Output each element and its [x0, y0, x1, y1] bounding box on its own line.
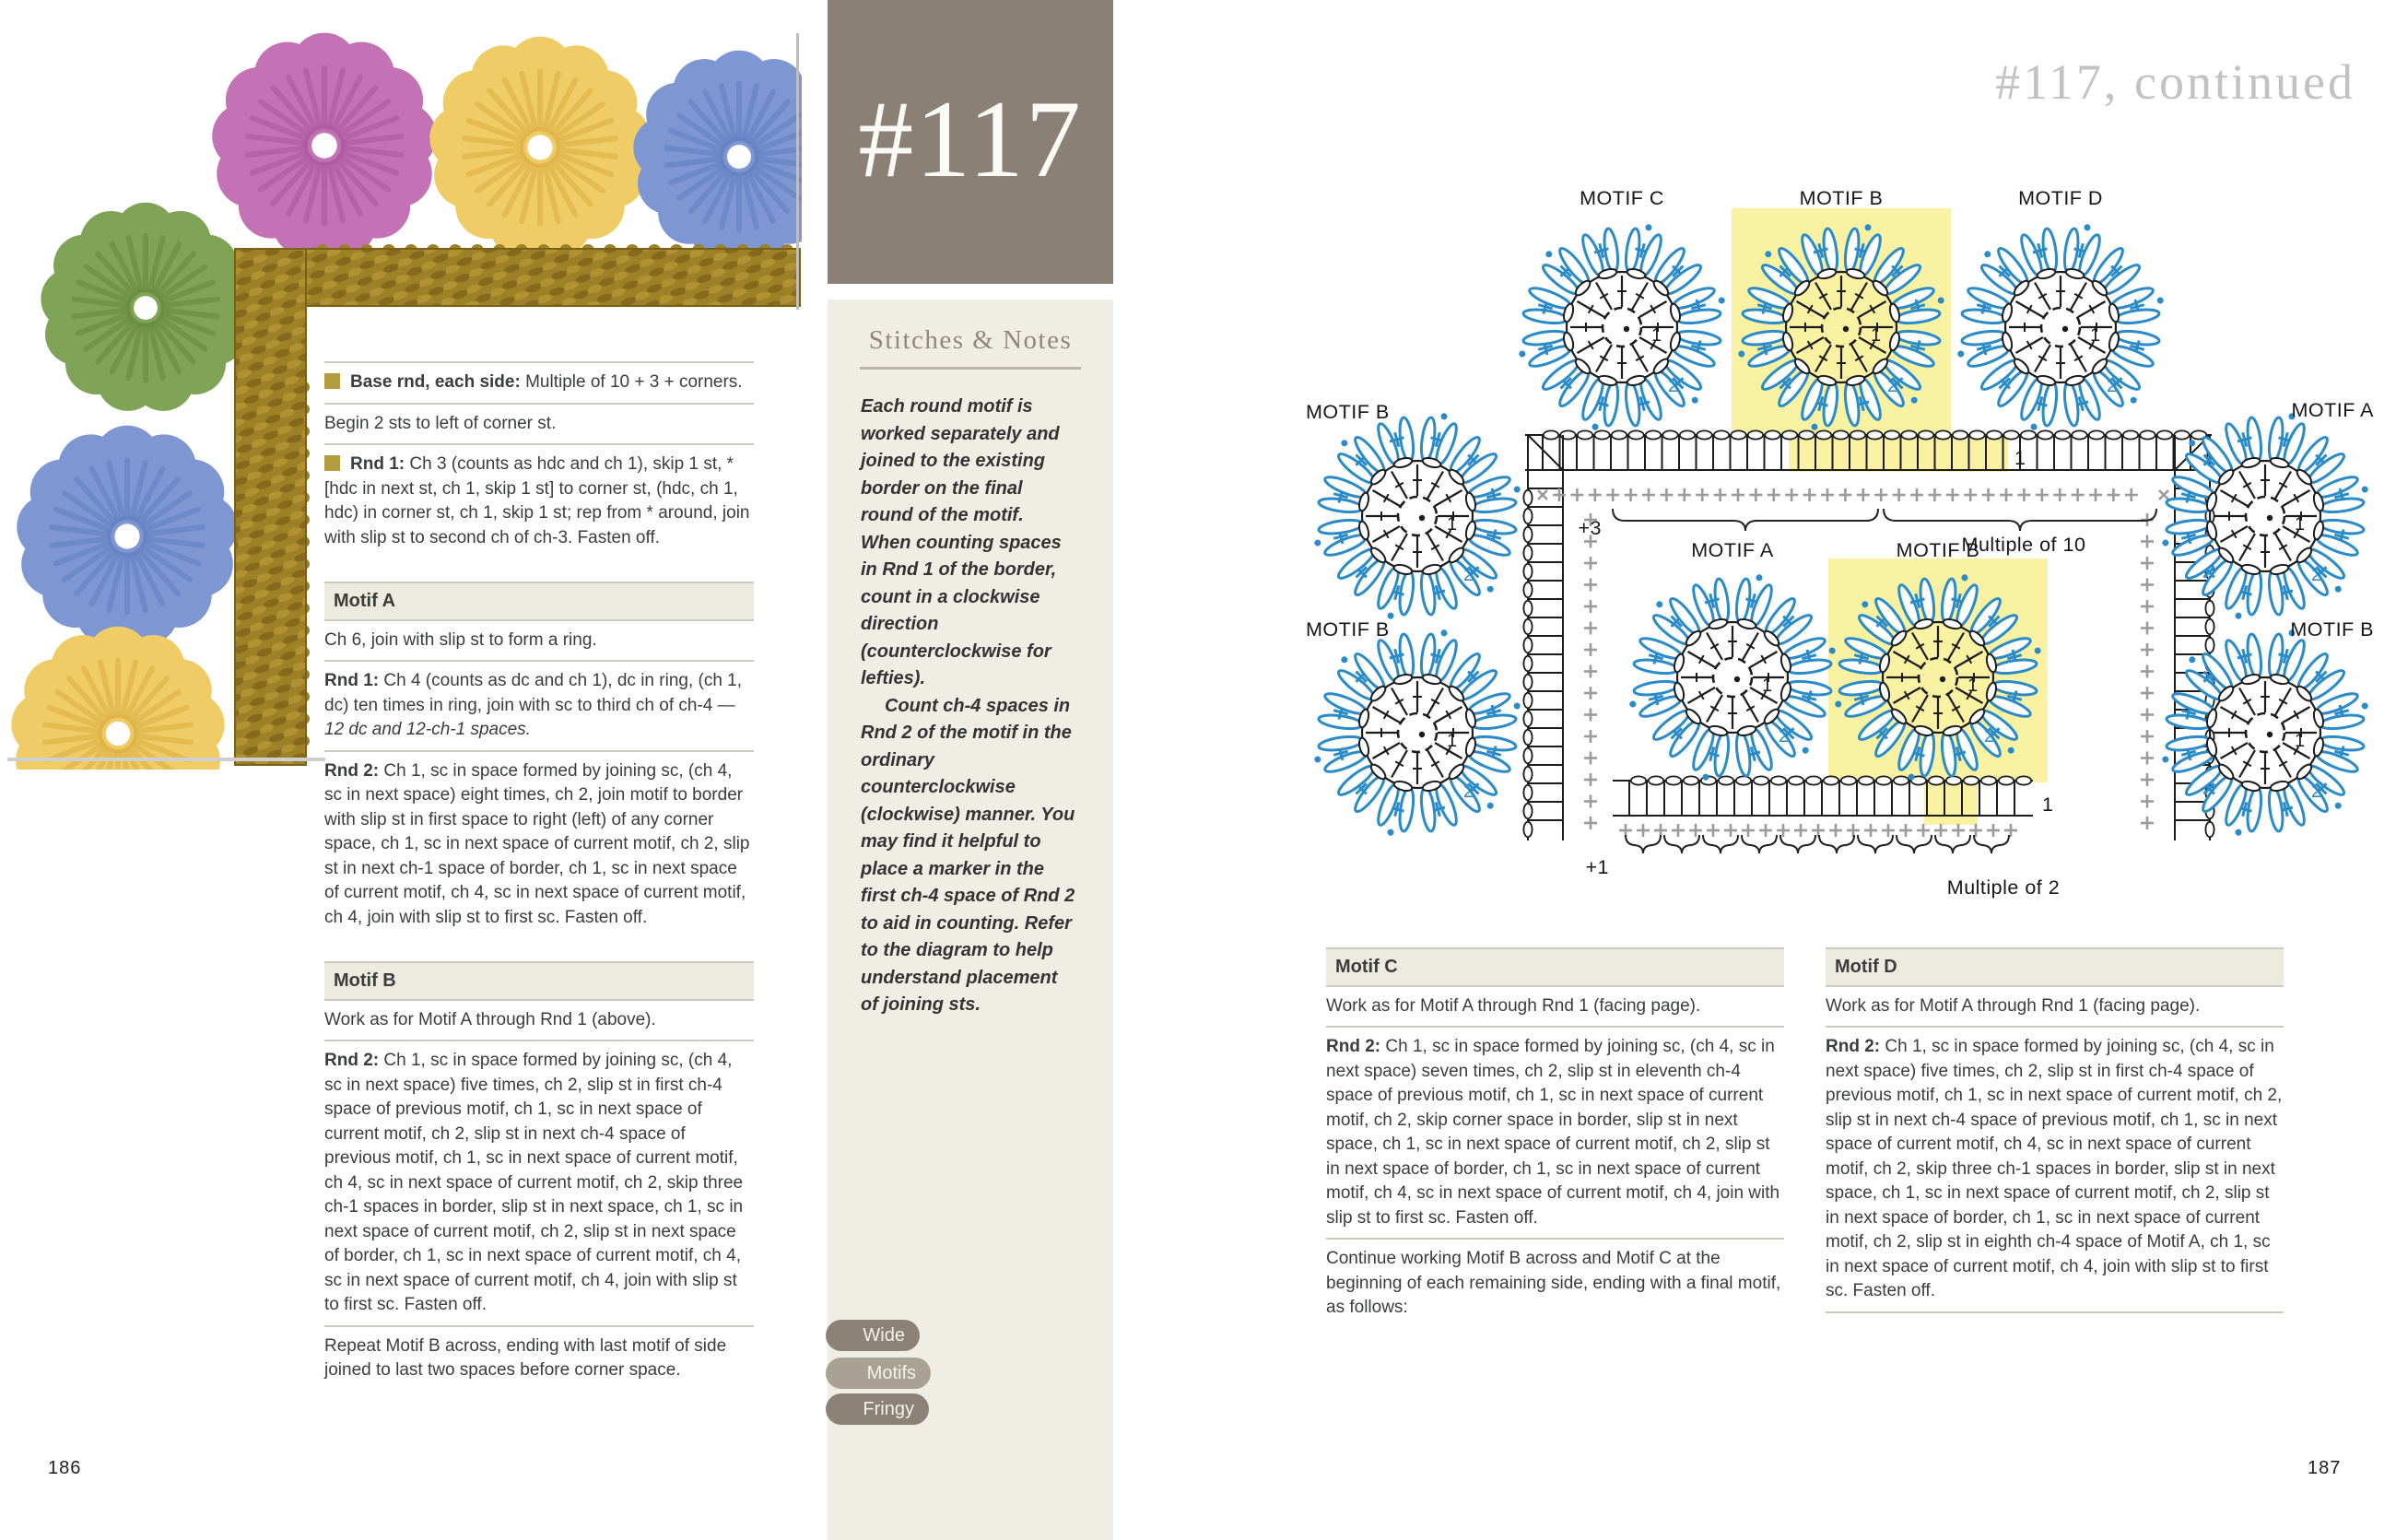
- sidebar: [828, 300, 1113, 1540]
- yarn-flower: [41, 203, 250, 411]
- svg-text:MOTIF C: MOTIF C: [1580, 187, 1664, 209]
- pattern-paragraph: Ch 6, join with slip st to form a ring.: [324, 629, 597, 650]
- crochet-diagram: [1281, 92, 2396, 922]
- svg-text:1: 1: [1447, 514, 1458, 535]
- svg-text:+3: +3: [1578, 517, 1602, 539]
- style-tag-wide: Wide: [826, 1320, 920, 1351]
- pattern-paragraph: Rnd 2: Ch 1, sc in space formed by joining sc, (ch 4, sc in next space) five times, ch 2, slip st in first ch-4 space of previous motif, ch 1, sc in next space of current motif, ch 2, slip st in next ch-4 space of previous motif, ch 1, sc in next space of current motif, ch 4, sc in next space of current motif, ch 2, skip three ch-1 spaces in border, slip st in next space, ch 1, sc in next space of current motif, ch 2, slip st in next space of border, ch 1, sc in next space of current motif, ch 2, slip st in eighth ch-4 space of Motif A, ch 1, sc in next space of current motif, ch 4, join with slip st to first sc. Fasten off.: [1826, 1026, 2284, 1311]
- svg-text:MOTIF B: MOTIF B: [2290, 618, 2374, 641]
- svg-text:1: 1: [2295, 514, 2306, 535]
- svg-text:1: 1: [2090, 325, 2101, 346]
- pattern-paragraph: Rnd 1: Ch 3 (counts as hdc and ch 1), skip 1 st, *[hdc in next st, ch 1, skip 1 st] to corner st, (hdc, ch 1, hdc) in corner st, ch 1, skip 1 st; rep from * around, join with slip st to second ch of ch-3. Fasten off.: [324, 443, 754, 558]
- crochet-motif: [1519, 224, 1726, 431]
- notes-paragraph: Each round motif is worked separately and joined to the existing border on the final round of the motif. When counting spaces in Rnd 1 of the border, count in a clockwise direction (counterclockwise for lefties).: [861, 396, 1062, 688]
- svg-text:2: 2: [1668, 376, 1679, 396]
- svg-text:2: 2: [2311, 782, 2322, 802]
- crochet-motif: [2162, 413, 2369, 620]
- pattern-paragraph: Work as for Motif A through Rnd 1 (facing page).: [1326, 995, 1701, 1016]
- pattern-column-motif-d: [1826, 947, 2284, 1313]
- notes-body: [828, 394, 1113, 1019]
- svg-text:+1: +1: [1585, 856, 1609, 878]
- svg-text:2: 2: [1887, 376, 1898, 396]
- pattern-paragraph: Repeat Motif B across, ending with last motif of side joined to last two spaces before corner space.: [324, 1325, 754, 1391]
- svg-text:2: 2: [1463, 782, 1474, 802]
- crochet-motif: [1314, 629, 1521, 837]
- notes-title: Stitches & Notes: [868, 325, 1073, 355]
- crochet-motif: [1957, 224, 2165, 431]
- style-tag-motifs: Motifs: [826, 1358, 931, 1389]
- svg-text:Multiple of 2: Multiple of 2: [1946, 876, 2061, 899]
- divider: [1826, 1311, 2284, 1313]
- pattern-paragraph: Base rnd, each side: Multiple of 10 + 3 + corners.: [324, 361, 754, 403]
- photo-edge-line: [796, 33, 799, 310]
- pattern-paragraph: Rnd 2: Ch 1, sc in space formed by joining sc, (ch 4, sc in next space) five times, ch 2, slip st in first ch-4 space of previous motif, ch 1, sc in next space of current motif, ch 2, slip st in next ch-4 space of previous motif, ch 1, sc in next space of current motif, ch 4, sc in next space of current motif, ch 2, skip three ch-1 spaces in border, slip st in next space, ch 1, sc in next space of current motif, ch 2, slip st in next space of border, ch 1, sc in next space of current motif, ch 4, sc in next space of current motif, ch 4, join with slip st to first sc. Fasten off.: [324, 1040, 754, 1325]
- svg-text:2: 2: [1984, 726, 1995, 746]
- svg-text:2: 2: [1463, 565, 1474, 585]
- pattern-column-left: [324, 361, 754, 1391]
- pattern-paragraph: Continue working Motif B across and Motif C at the beginning of each remaining side, ending with a final motif, as follows:: [1326, 1238, 1784, 1328]
- svg-text:MOTIF B: MOTIF B: [1896, 539, 1980, 561]
- svg-text:Multiple of 10: Multiple of 10: [1961, 534, 2086, 556]
- pattern-paragraph: Rnd 2: Ch 1, sc in space formed by joining sc, (ch 4, sc in next space) eight times, ch 2, join motif to border with slip st in first space to right (left) of any corner space, ch 1, sc in next space of current motif, ch 2, slip st in next ch-1 space of border, ch 1, sc in next space of current motif, ch 4, sc in next space of current motif, ch 4, join with slip st to first sc. Fasten off.: [324, 750, 754, 938]
- crochet-motif: [1629, 574, 1837, 782]
- svg-text:1: 1: [1967, 676, 1979, 696]
- section-header: Motif C: [1326, 947, 1784, 987]
- svg-text:1: 1: [2295, 731, 2306, 751]
- page-number-right: 187: [2308, 1458, 2342, 1478]
- yarn-flower: [17, 426, 237, 645]
- continued-title: #117, continued: [1995, 54, 2355, 110]
- section-header: Motif B: [324, 961, 754, 1001]
- style-tag-fringy: Fringy: [826, 1393, 929, 1425]
- svg-text:1: 1: [2014, 447, 2026, 469]
- pattern-paragraph: Rnd 1: Ch 4 (counts as dc and ch 1), dc in ring, (ch 1, dc) ten times in ring, join with sc to third ch of ch-4 — 12 dc and 12-ch-1 spaces.: [324, 660, 754, 750]
- svg-text:2: 2: [2107, 376, 2118, 396]
- pattern-paragraph: Begin 2 sts to left of corner st.: [324, 403, 754, 444]
- notes-title-rule: [860, 367, 1081, 370]
- gold-bullet-icon: [324, 373, 340, 389]
- pattern-column-motif-c: [1326, 947, 1784, 1328]
- svg-text:2: 2: [2311, 565, 2322, 585]
- section-header: Motif A: [324, 582, 754, 621]
- svg-text:MOTIF B: MOTIF B: [1306, 618, 1390, 641]
- crochet-motif: [1314, 413, 1521, 620]
- svg-text:MOTIF A: MOTIF A: [1691, 539, 1774, 561]
- yarn-flower: [212, 33, 437, 256]
- pattern-number-badge: [828, 0, 1113, 284]
- gold-bullet-icon: [324, 455, 340, 471]
- svg-text:MOTIF B: MOTIF B: [1799, 187, 1884, 209]
- svg-text:1: 1: [1651, 325, 1662, 346]
- pattern-number: #117: [858, 77, 1083, 200]
- notes-paragraph: Count ch-4 spaces in Rnd 2 of the motif in the ordinary counterclockwise (clockwise) manner. You may find it helpful to place a marker in the first ch-4 space of Rnd 2 to aid in counting. Refer to the diagram to help understand placement of joining sts.: [861, 695, 1075, 1015]
- svg-text:1: 1: [1762, 676, 1773, 696]
- pattern-paragraph: Rnd 2: Ch 1, sc in space formed by joining sc, (ch 4, sc in next space) seven times, ch 2, slip st in eleventh ch-4 space of previous motif, ch 1, sc in next space of current motif, ch 2, skip corner space in border, slip st in next space, ch 1, sc in next space of current motif, ch 2, slip st in next space of border, ch 1, sc in next space of current motif, ch 4, sc in next space of current motif, ch 4, join with slip st to first sc. Fasten off.: [1326, 1026, 1784, 1238]
- pattern-paragraph: Work as for Motif A through Rnd 1 (above).: [324, 1009, 656, 1029]
- svg-text:MOTIF B: MOTIF B: [1306, 401, 1390, 423]
- svg-text:MOTIF D: MOTIF D: [2018, 187, 2103, 209]
- svg-text:2: 2: [1779, 726, 1790, 746]
- crochet-motif: [2162, 629, 2369, 837]
- yarn-flower: [429, 37, 650, 256]
- svg-text:1: 1: [2042, 794, 2054, 816]
- yarn-flower: [11, 627, 224, 770]
- photo-shadow-line: [7, 758, 325, 761]
- pattern-paragraph: Work as for Motif A through Rnd 1 (facing page).: [1826, 995, 2201, 1016]
- yarn-flower: [633, 51, 802, 261]
- section-header: Motif D: [1826, 947, 2284, 987]
- svg-text:1: 1: [1871, 325, 1882, 346]
- page-number-left: 186: [48, 1458, 82, 1478]
- svg-text:1: 1: [1447, 731, 1458, 751]
- svg-text:MOTIF A: MOTIF A: [2291, 399, 2374, 421]
